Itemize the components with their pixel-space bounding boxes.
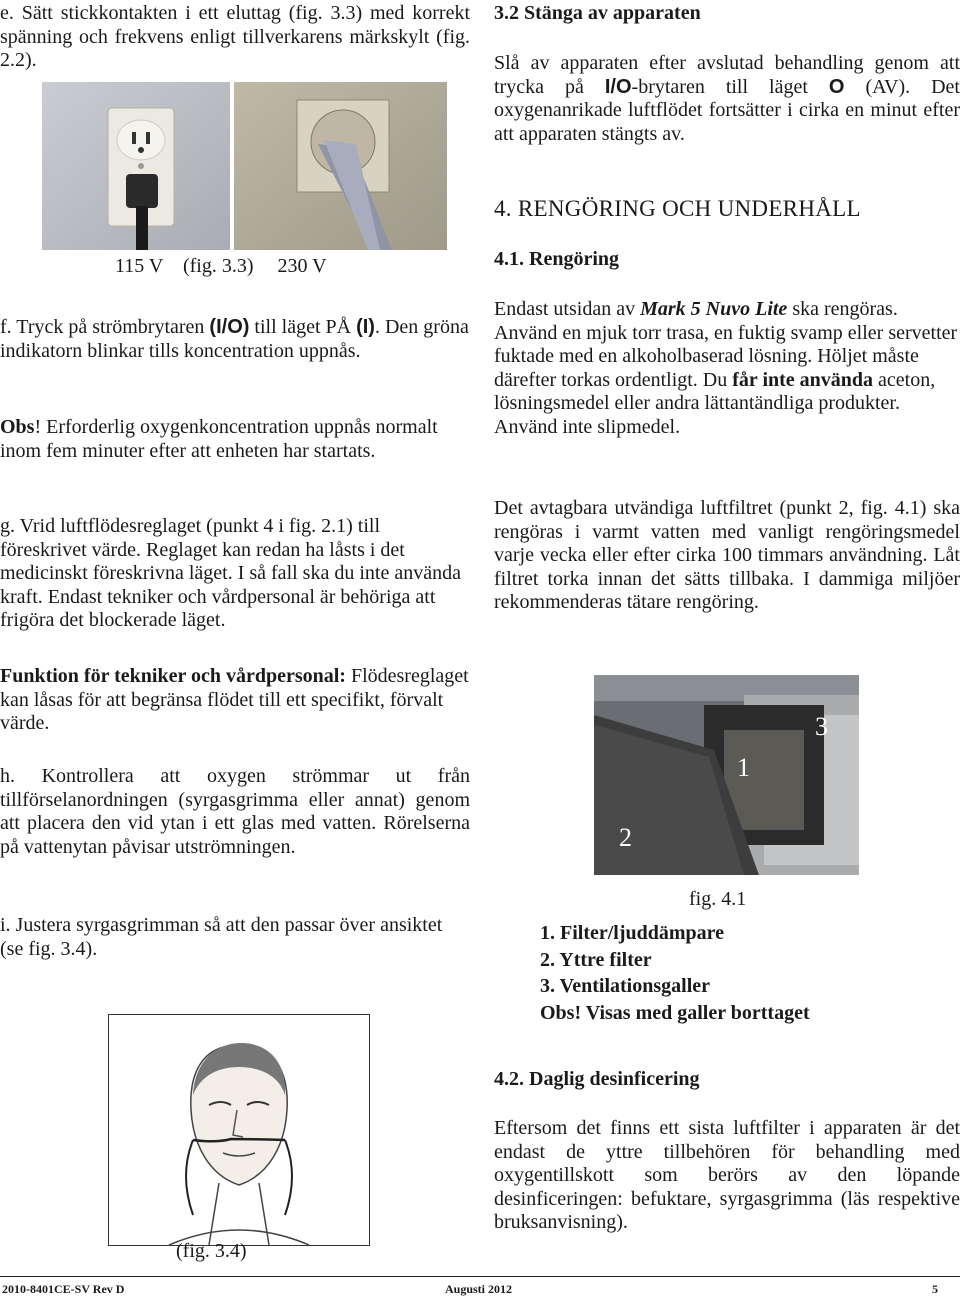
fig-3-3-photo <box>42 82 447 250</box>
legend-item: 3. Ventilationsgaller <box>540 975 711 997</box>
model-name: Mark 5 Nuvo Lite <box>640 298 788 320</box>
filter-illustration <box>594 675 859 875</box>
fig-4-1-marker-3: 3 <box>815 712 828 741</box>
legend-item: 1. Filter/ljuddämpare <box>540 922 725 944</box>
section-3-2-text: Slå av apparaten efter avslutad behandling genom att trycka på I/O-brytaren till läget O (AV). Det oxygenanrikade luftflödet fortsätter i cirka en minut efter att apparaten stängts av. <box>494 52 960 145</box>
fig-4-1-legend <box>540 920 960 1026</box>
section-4-1-para-1: Endast utsidan av Mark 5 Nuvo Lite ska rengöras. Använd en mjuk torr trasa, en fuktig svamp eller servetter fuktade med en alkoholbaserad lösning. Höljet måste därefter torkas ordentligt. Du får inte använda aceton, lösningsmedel eller andra lättantändliga produkter. Använd inte slipmedel. <box>494 298 958 438</box>
section-4-2-heading: 4.2. Daglig desinficering <box>494 1068 700 1090</box>
io-symbol: I/O <box>604 75 632 98</box>
function-label: Funktion för tekniker och vårdpersonal: <box>0 665 346 687</box>
fig-3-3-label-230: 230 V <box>277 255 327 277</box>
fig-3-3-captions <box>115 255 475 278</box>
document-date: Augusti 2012 <box>445 1282 513 1296</box>
outlet-illustration <box>42 82 447 250</box>
fig-3-4-caption: (fig. 3.4) <box>176 1240 247 1262</box>
fig-4-1-caption: fig. 4.1 <box>689 888 747 910</box>
document-id: 2010-8401CE-SV Rev D <box>2 1282 125 1296</box>
obs-note: Obs! Erforderlig oxygenkoncentration uppnås normalt inom fem minuter efter att enheten har startats. <box>0 416 438 462</box>
face-with-cannula-icon <box>109 1015 369 1245</box>
fig-4-1-photo <box>594 675 859 875</box>
section-4-1-heading: 4.1. Rengöring <box>494 248 619 270</box>
section-3-2-heading: 3.2 Stänga av apparaten <box>494 2 701 24</box>
fig-3-3-label: (fig. 3.3) <box>182 255 254 277</box>
step-i: i. Justera syrgasgrimman så att den passar över ansiktet (se fig. 3.4). <box>0 914 443 960</box>
section-4-heading: 4. RENGÖRING OCH UNDERHÅLL <box>494 196 861 221</box>
obs-label: Obs <box>0 416 35 438</box>
page-number: 5 <box>932 1282 938 1296</box>
fig-3-4-illustration <box>108 1014 370 1246</box>
page-footer <box>0 1276 960 1301</box>
step-h: h. Kontrollera att oxygen strömmar ut från tillförselanordningen (syrgasgrimma eller annat) genom att placera den vid ytan i ett glas med vatten. Rörelserna på vattenytan påvisar utströmningen. <box>0 765 470 858</box>
legend-item: 2. Yttre filter <box>540 948 652 971</box>
step-f: f. Tryck på strömbrytaren (I/O) till läget PÅ (I). Den gröna indikatorn blinkar tills koncentration uppnås. <box>0 316 469 362</box>
fig-4-1-marker-2: 2 <box>619 823 632 852</box>
off-symbol: O <box>828 75 845 98</box>
fig-3-3-label-115: 115 V <box>115 255 163 277</box>
on-symbol: (I) <box>356 316 375 338</box>
fig-4-1-marker-1: 1 <box>737 753 750 782</box>
section-4-2-text: Eftersom det finns ett sista luftfilter i apparaten är det endast de yttre tillbehören för behandling med oxygentillskott som berörs av den löpande desinficeringen: befuktare, syrgasgrimma (läs respektive bruksanvisning). <box>494 1117 960 1233</box>
step-e: e. Sätt stickkontakten i ett eluttag (fig. 3.3) med korrekt spänning och frekvens enligt tillverkarens märkskylt (fig. 2.2). <box>0 2 470 71</box>
legend-item: Obs! Visas med galler borttaget <box>540 1001 810 1024</box>
step-g: g. Vrid luftflödesreglaget (punkt 4 i fig. 2.1) till föreskrivet värde. Reglaget kan redan ha låsts i det medicinskt föreskrivna läget. I så fall ska du inte använda kraft. Endast tekniker och vårdpersonal är behöriga att frigöra det blockerade läget. <box>0 515 461 631</box>
function-note: Funktion för tekniker och vårdpersonal: Flödesreglaget kan låsas för att begränsa flödet till ett specifikt, förvalt värde. <box>0 665 469 734</box>
section-4-1-para-2: Det avtagbara utvändiga luftfiltret (punkt 2, fig. 4.1) ska rengöras i varmt vatten med vanligt rengöringsmedel varje vecka eller efter cirka 100 timmars användning. Låt filtret torka innan det sätts tillbaka. I dammiga miljöer rekommenderas tätare rengöring. <box>494 497 960 613</box>
io-symbol: (I/O) <box>209 316 250 338</box>
